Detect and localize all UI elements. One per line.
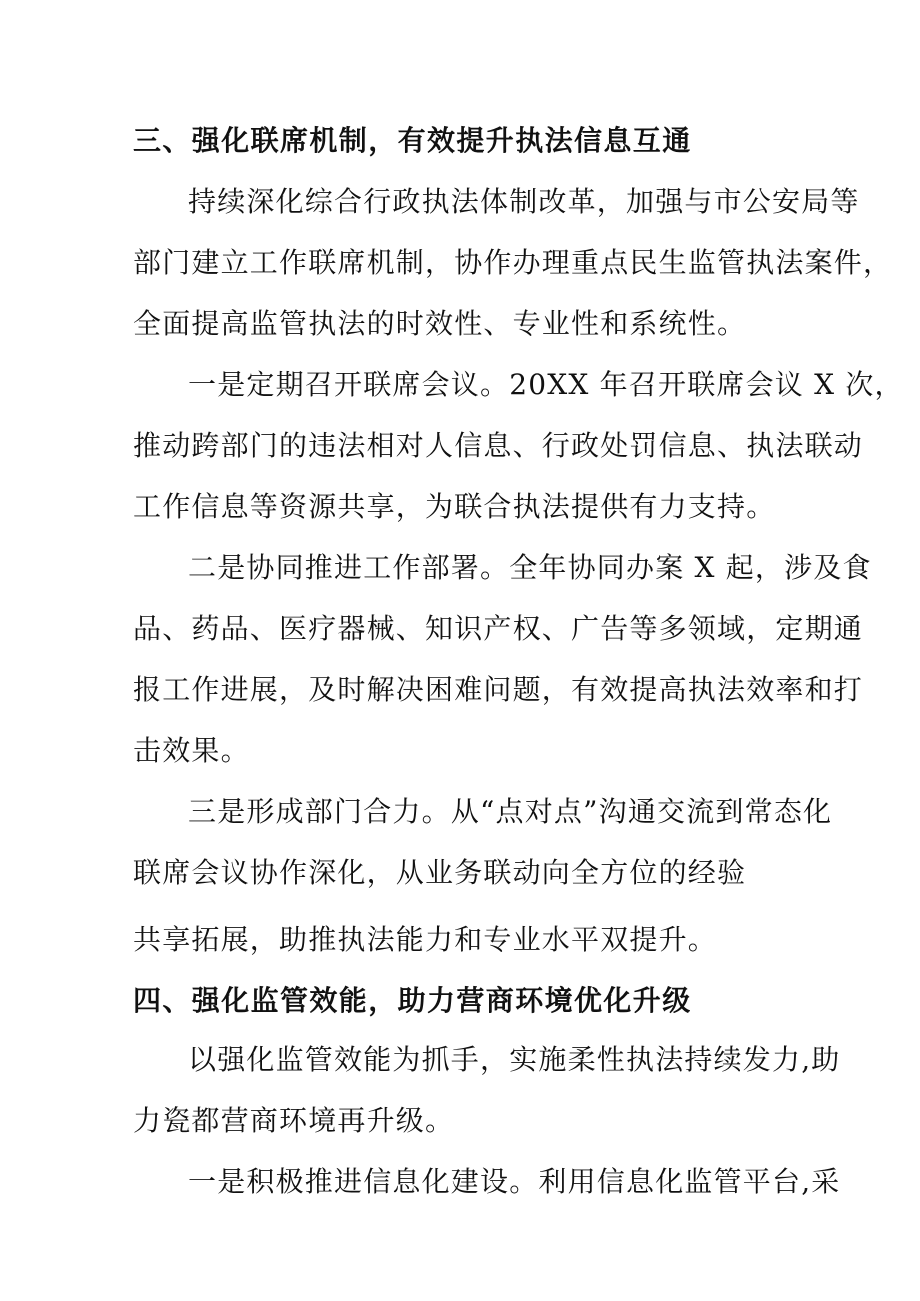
paragraph-line: 力瓷都营商环境再升级。 <box>133 1104 455 1137</box>
paragraph-line: 部门建立工作联席机制，协作办理重点民生监管执法案件， <box>133 246 893 279</box>
paragraph-line: 报工作进展，及时解决困难问题，有效提高执法效率和打 <box>133 673 864 706</box>
paragraph-line: 二是协同推进工作部署。全年协同办案 X 起，涉及食 <box>188 551 872 584</box>
section-heading-3: 三、强化联席机制，有效提升执法信息互通 <box>133 124 692 157</box>
paragraph-line: 品、药品、医疗器械、知识产权、广告等多领域，定期通 <box>133 612 864 645</box>
paragraph-line: 推动跨部门的违法相对人信息、行政处罚信息、执法联动 <box>133 429 864 462</box>
paragraph-line: 工作信息等资源共享，为联合执法提供有力支持。 <box>133 490 776 523</box>
section-heading-4: 四、强化监管效能，助力营商环境优化升级 <box>133 984 692 1017</box>
paragraph-line: 持续深化综合行政执法体制改革，加强与市公安局等 <box>188 185 860 218</box>
paragraph-line: 以强化监管效能为抓手，实施柔性执法持续发力,助 <box>188 1043 841 1076</box>
paragraph-line: 全面提高监管执法的时效性、专业性和系统性。 <box>133 307 747 340</box>
paragraph-line: 共享拓展，助推执法能力和专业水平双提升。 <box>133 923 718 956</box>
paragraph-line: 击效果。 <box>133 734 250 767</box>
paragraph-line: 联席会议协作深化，从业务联动向全方位的经验 <box>133 856 747 889</box>
paragraph-line: 一是积极推进信息化建设。利用信息化监管平台,采 <box>188 1165 841 1198</box>
paragraph-line: 一是定期召开联席会议。20XX 年召开联席会议 X 次， <box>188 368 904 401</box>
paragraph-line: 三是形成部门合力。从“点对点”沟通交流到常态化 <box>188 795 833 828</box>
